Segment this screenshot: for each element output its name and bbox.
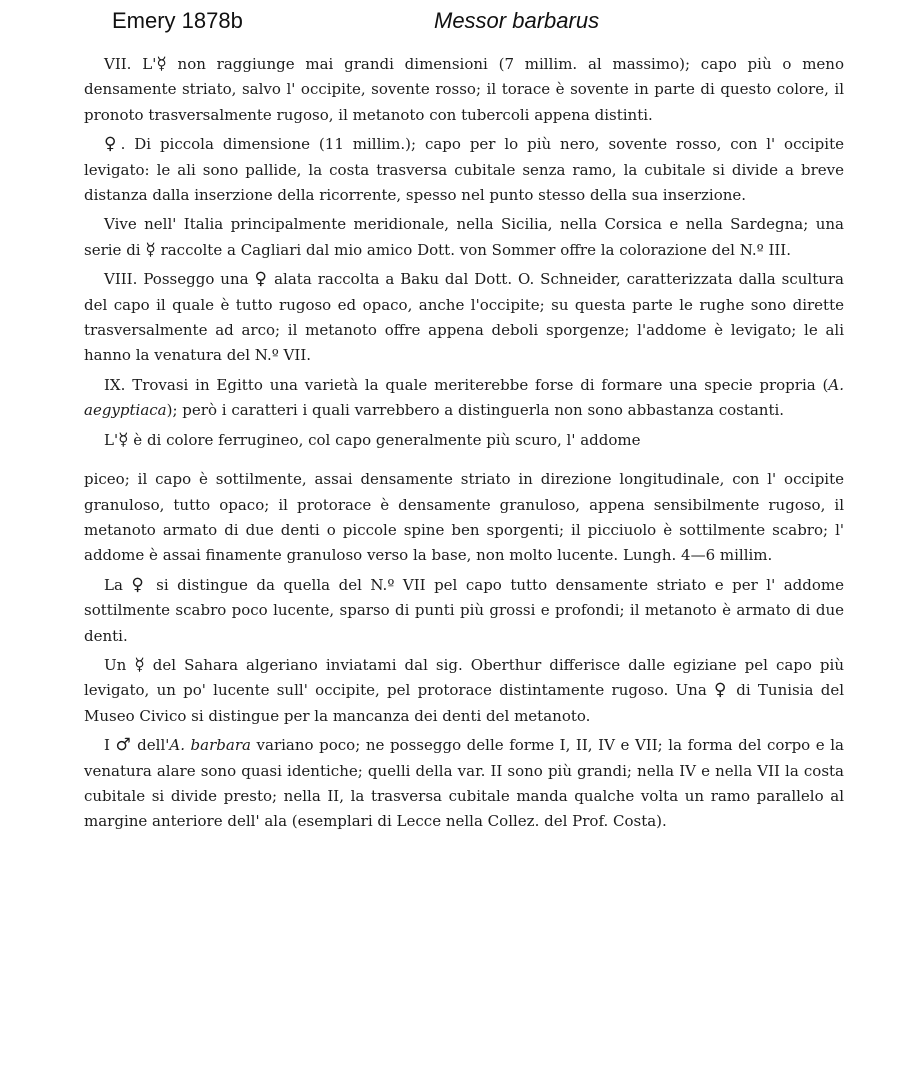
paragraph-ix-female <box>84 573 844 649</box>
text-run: non raggiunge mai grandi dimensioni (7 millim. al massimo); capo più o meno densamente striato, salvo l' occipite, sovente rosso; il torace è sovente in parte di questo colore, il pronoto trasversalmente rugoso, il metanoto con tubercoli appena distinti. <box>84 55 844 124</box>
text-run: di Tunisia del Museo Civico si distingue per la mancanza dei denti del metanoto. <box>84 681 845 725</box>
header-citation: Emery 1878b <box>112 8 243 33</box>
taxon-name: A. barbara <box>169 736 251 755</box>
female-symbol-icon: ♀ <box>131 574 148 595</box>
text-run: La <box>104 575 132 594</box>
text-run: Vive nell' Italia principalmente meridionale, nella Sicilia, nella Corsica e nella Sardegna; una serie di <box>84 215 844 259</box>
text-run: dell' <box>131 736 170 755</box>
text-run: IX. Trovasi in Egitto una varietà la quale meriterebbe forse di formare una specie propria ( <box>104 375 829 394</box>
paragraph-distribution <box>84 212 844 263</box>
worker-symbol-icon: ☿ <box>156 54 167 74</box>
text-run: VIII. Posseggo una <box>104 270 255 289</box>
paragraph-viii <box>84 267 844 369</box>
text-run: variano poco; ne posseggo delle forme I, II, IV e VII; la forma del corpo e la venatura alare sono quasi identiche; quelli della var. II sono più grandi; nella IV e nella VII la costa cubitale si divide presto; nella II, la trasversa cubitale manda qualche volta un ramo parallelo al margine anteriore dell' ala (esemplari di Lecce nella Collez. del Prof. Costa). <box>84 736 844 831</box>
text-run: si distingue da quella del N.º VII pel capo tutto densamente striato e per l' addome sottilmente scabro poco lucente, sparso di punti più grossi e profondi; il metanoto è armato di due denti. <box>84 575 845 645</box>
text-run: piceo; il capo è sottilmente, assai densamente striato in direzione longitudinale, con l' occipite granuloso, tutto opaco; il protorace è densamente granuloso, appena sensibilmente rugoso, il metanoto armato di due denti o piccole spine ben sporgenti; il picciuolo è sottilmente scabro; l' addome è assai finamente granuloso verso la base, non molto lucente. Lungh. 4—6 millim. <box>84 470 844 565</box>
female-symbol-icon: ♀ <box>104 134 121 155</box>
worker-symbol-icon: ☿ <box>145 239 156 260</box>
female-symbol-icon: ♀ <box>714 680 729 701</box>
male-symbol-icon: ♂ <box>115 735 132 756</box>
text-run: VII. L' <box>104 55 157 73</box>
text-run: Un <box>104 655 135 674</box>
text-run: alata raccolta a Baku dal Dott. O. Schneider, caratterizzata dalla scultura del capo il quale è tutto rugoso ed opaco, anche l'occipite; su questa parte le rughe sono dirette trasversalmente ad arco; il metanoto offre appena deboli sporgenze; l'addome è levigato; le ali hanno la venatura del N.º VII. <box>84 270 844 365</box>
paragraph-vii-worker <box>84 52 844 128</box>
text-run: del Sahara algeriano inviatami dal sig. Oberthur differisce dalle egiziane pel capo più levigato, un po' lucente sull' occipite, pel protorace distintamente rugoso. Una <box>84 655 844 700</box>
paragraph-sahara <box>84 653 844 729</box>
worker-symbol-icon: ☿ <box>118 429 129 450</box>
paragraph-males <box>84 733 844 835</box>
text-run: ); però i caratteri i quali varrebbero a distinguerla non sono abbastanza costanti. <box>166 401 785 420</box>
paragraph-ix-worker-description <box>84 467 844 569</box>
text-run: raccolte a Cagliari dal mio amico Dott. von Sommer offre la colorazione del N.º III. <box>155 240 791 259</box>
document-body <box>84 52 844 839</box>
paragraph-vii-female <box>84 132 844 208</box>
text-run: . Di piccola dimensione (11 millim.); capo per lo più nero, sovente rosso, con l' occipite levigato: le ali sono pallide, la costa trasversa cubitale senza ramo, la cubitale si divide a breve distanza dalla inserzione della ricorrente, spesso nel punto stesso della sua inserzione. <box>84 135 844 205</box>
text-run: è di colore ferrugineo, col capo generalmente più scuro, l' addome <box>128 430 641 449</box>
taxon-name: A. aegyptiaca <box>84 375 844 420</box>
paragraph-ix-worker-intro <box>84 428 844 453</box>
text-run: L' <box>104 430 119 449</box>
worker-symbol-icon: ☿ <box>134 654 145 675</box>
female-symbol-icon: ♀ <box>254 269 269 290</box>
text-run: I <box>104 736 116 755</box>
paragraph-ix <box>84 373 844 424</box>
header-species: Messor barbarus <box>434 8 600 33</box>
